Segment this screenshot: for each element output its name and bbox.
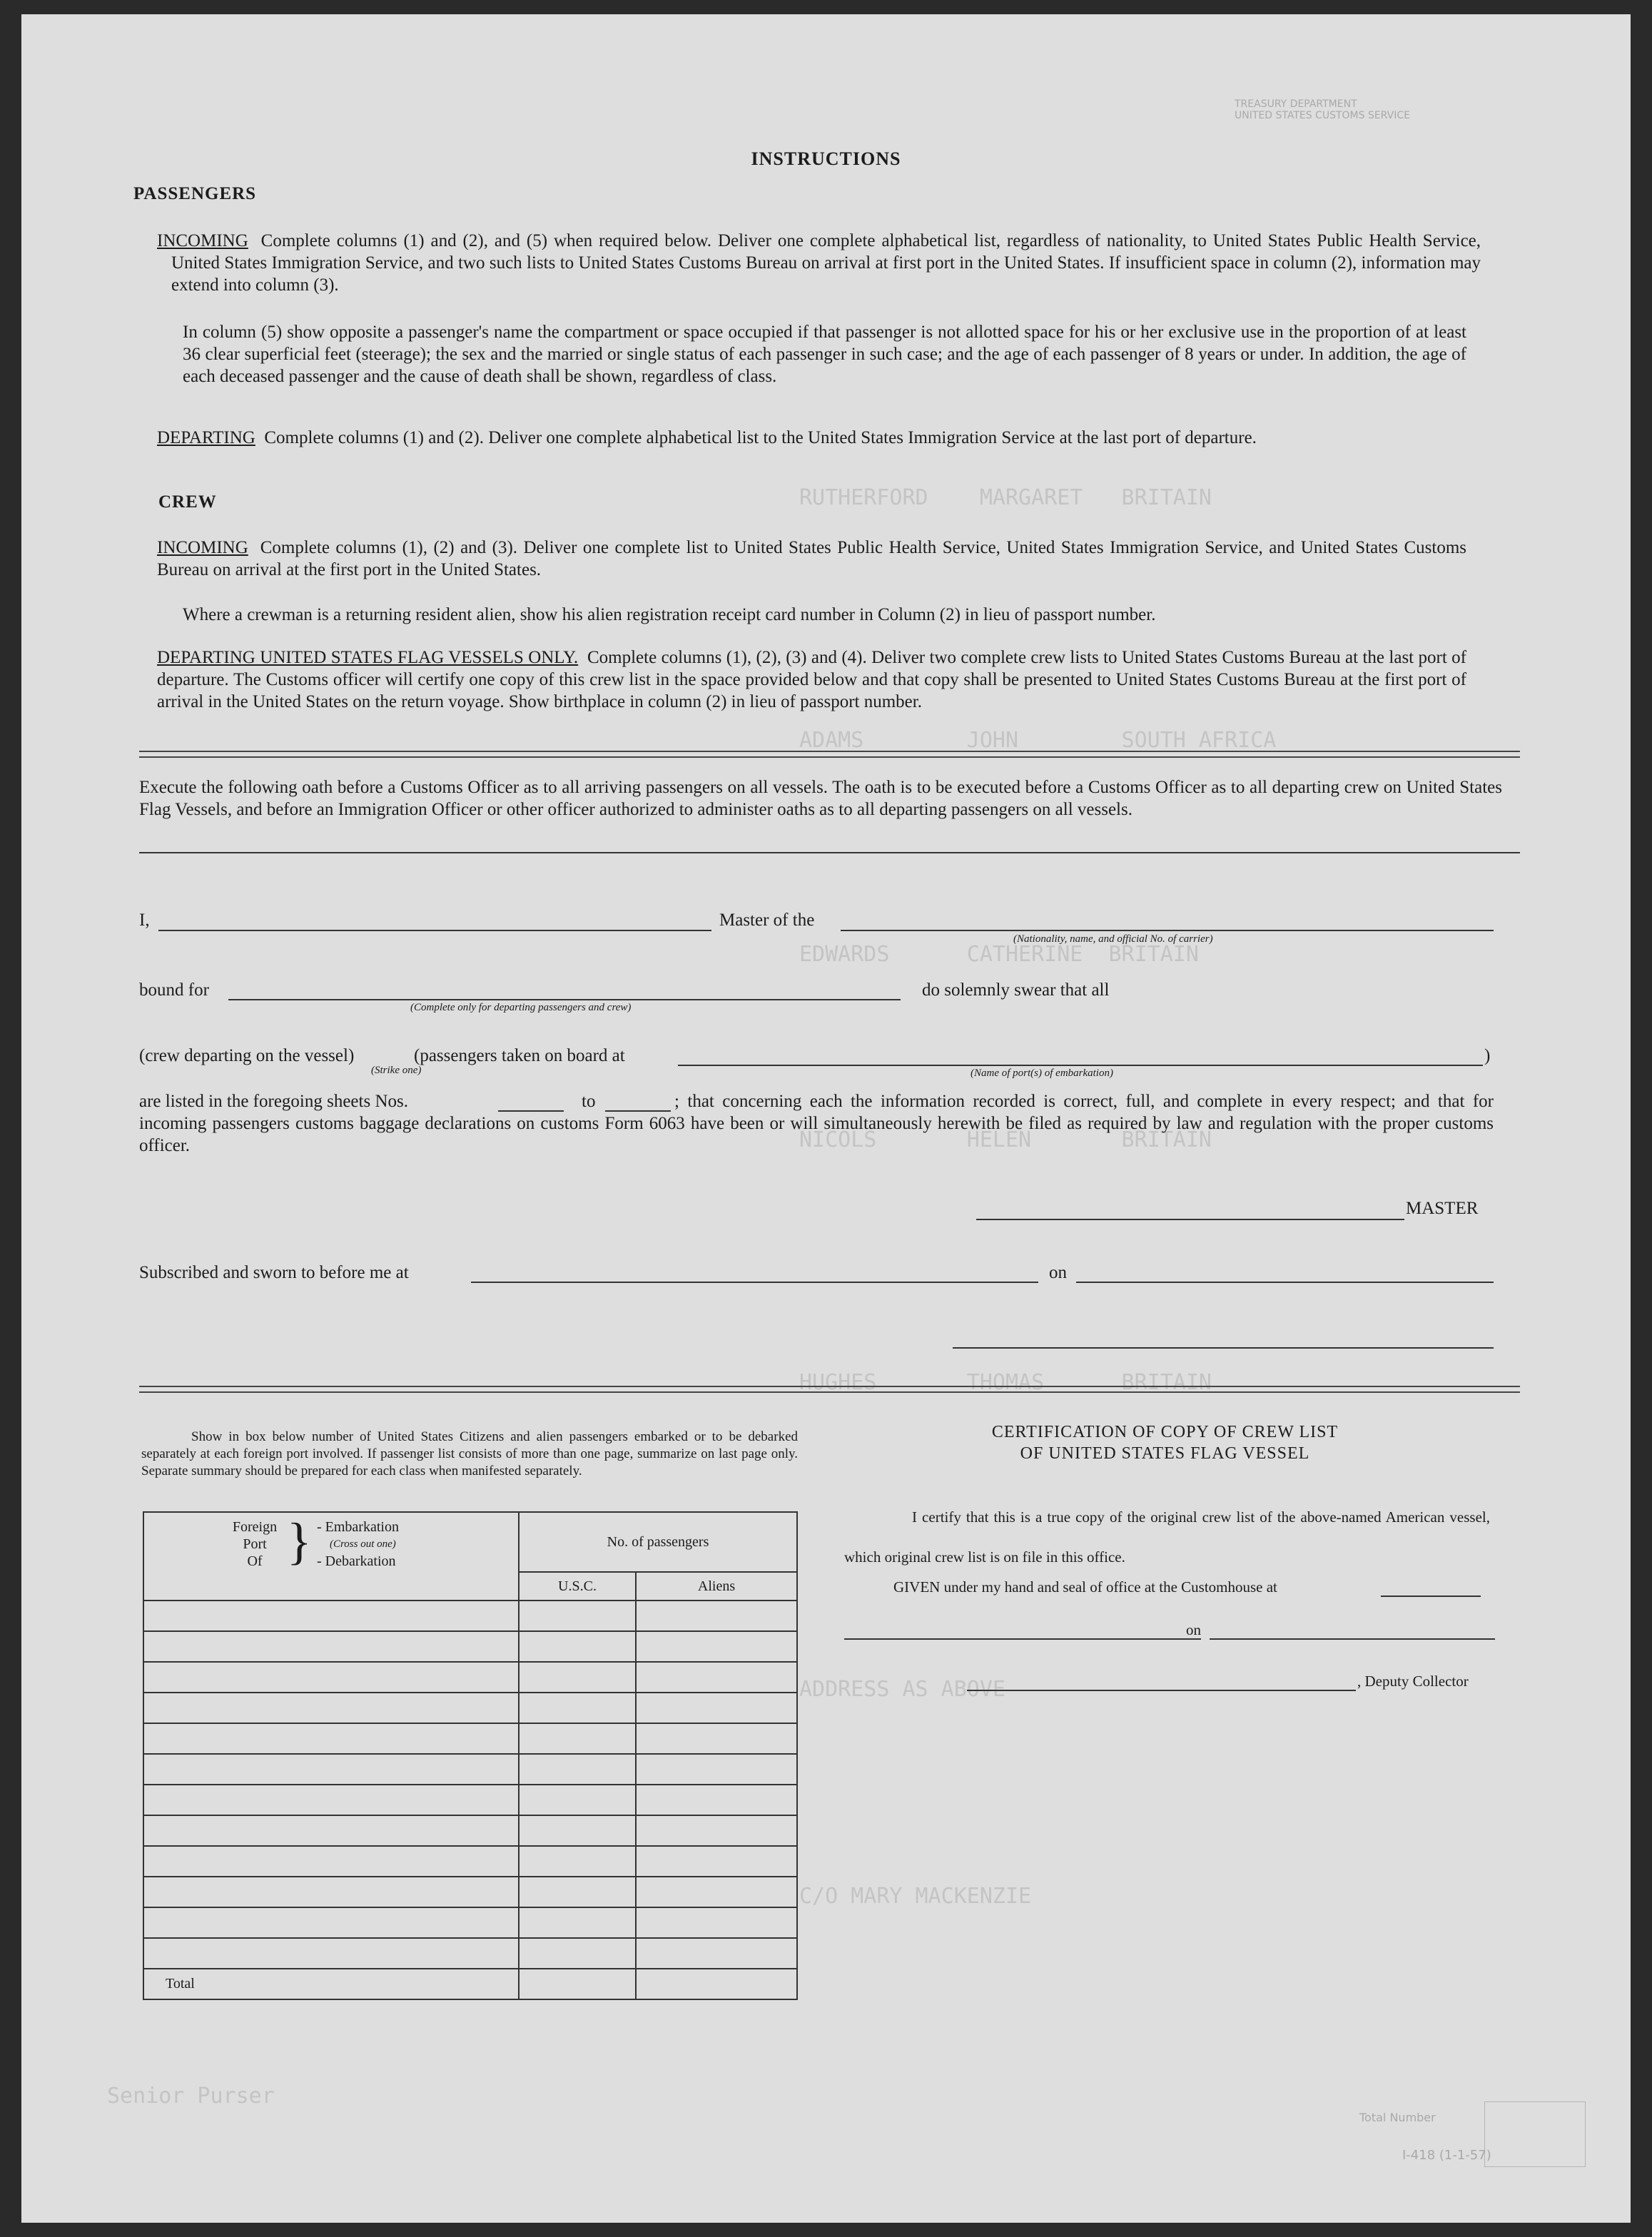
embarkation-label: - Embarkation [317, 1519, 399, 1535]
port-cell[interactable] [143, 1785, 519, 1815]
usc-cell[interactable] [519, 1754, 636, 1785]
port-cell[interactable] [143, 1907, 519, 1938]
aliens-cell[interactable] [636, 1877, 797, 1907]
oath-divider [139, 852, 1520, 853]
port-cell[interactable] [143, 1846, 519, 1877]
port-label: Port [243, 1536, 267, 1552]
aliens-cell[interactable] [636, 1723, 797, 1754]
crew-departing-label: DEPARTING UNITED STATES FLAG VESSELS ONLY. [157, 648, 579, 667]
certification-date-line[interactable] [1210, 1638, 1495, 1640]
port-cell[interactable] [143, 1662, 519, 1693]
column5-paragraph: In column (5) show opposite a passenger's name the compartment or space occupied if that passenger is not allotted space for his or her exclusive use in the proportion of at least 36 clear superficial feet (steerage); the sex and the married or single status of each passenger in such case; and the age of each passenger of 8 years or under. In addition, the age of each deceased passenger and the cause of death shall be shown, regardless of class. [183, 323, 1466, 386]
passengers-heading: PASSENGERS [133, 184, 257, 203]
show-through-text: ADDRESS AS ABOVE [799, 1677, 1005, 1702]
show-through-text: HUGHES THOMAS BRITAIN [799, 1370, 1212, 1395]
port-cell[interactable] [143, 1938, 519, 1969]
listed-sheets-label: are listed in the foregoing sheets Nos. [139, 1092, 408, 1111]
aliens-cell[interactable] [636, 1754, 797, 1785]
embarkation-line[interactable] [678, 1065, 1483, 1066]
table-row [143, 1907, 797, 1938]
no-of-passengers-header: No. of passengers [519, 1512, 797, 1572]
master-of-the-label: Master of the [719, 910, 815, 930]
usc-cell[interactable] [519, 1631, 636, 1662]
usc-cell[interactable] [519, 1723, 636, 1754]
passengers-departing-label: DEPARTING [157, 428, 255, 447]
bound-for-line[interactable] [228, 999, 901, 1000]
table-row [143, 1723, 797, 1754]
table-row [143, 1785, 797, 1815]
ports-hint: (Name of port(s) of embarkation) [971, 1067, 1113, 1079]
aliens-cell[interactable] [636, 1662, 797, 1693]
port-cell[interactable] [143, 1693, 519, 1723]
subscribed-label: Subscribed and sworn to before me at [139, 1263, 409, 1282]
deputy-collector-label: , Deputy Collector [1357, 1673, 1469, 1690]
debarkation-label: - Debarkation [317, 1553, 396, 1569]
brace-icon: } [287, 1513, 312, 1570]
port-cell[interactable] [143, 1754, 519, 1785]
usc-header: U.S.C. [519, 1572, 636, 1601]
listed-to-label: to [582, 1092, 596, 1111]
total-number-label: Total Number [1359, 2111, 1436, 2124]
aliens-cell[interactable] [636, 1693, 797, 1723]
crew-alien-paragraph: Where a crewman is a returning resident alien, show his alien registration receipt card number in Column (2) in lieu of passport number. [183, 605, 1156, 624]
usc-cell[interactable] [519, 1815, 636, 1846]
table-row [143, 1601, 797, 1631]
usc-cell[interactable] [519, 1601, 636, 1631]
section-divider [139, 1386, 1520, 1393]
passengers-departing-paragraph [157, 427, 1466, 449]
passengers-incoming-label: INCOMING [157, 231, 248, 250]
form-number: I-418 (1-1-57) [1402, 2148, 1491, 2163]
port-cell[interactable] [143, 1631, 519, 1662]
master-name-line[interactable] [158, 930, 711, 931]
usc-cell[interactable] [519, 1938, 636, 1969]
table-row [143, 1631, 797, 1662]
crew-departing-option: (crew departing on the vessel) [139, 1046, 355, 1065]
bound-for-hint: (Complete only for departing passengers and crew) [410, 1002, 632, 1013]
form-title: INSTRUCTIONS [751, 148, 901, 169]
sworn-place-line[interactable] [471, 1282, 1038, 1283]
oath-intro: Execute the following oath before a Customs Officer as to all arriving passengers on all vessels. The oath is to be executed before a Customs Officer as to all departing crew on United States Flag Vessels, and before an Immigration Officer or other officer authorized to administer oaths as to all departing passengers on all vessels. [139, 778, 1502, 819]
stamp-mark: TREASURY DEPARTMENT UNITED STATES CUSTOMS SERVICE [1235, 98, 1410, 121]
aliens-cell[interactable] [636, 1846, 797, 1877]
crew-incoming-paragraph [157, 537, 1466, 581]
deputy-signature-line[interactable] [967, 1690, 1356, 1691]
crew-incoming-label: INCOMING [157, 538, 248, 557]
certification-title-line-2: OF UNITED STATES FLAG VESSEL [1020, 1444, 1310, 1463]
table-row [143, 1815, 797, 1846]
total-label: Total [143, 1969, 519, 1999]
summary-intro: Show in box below number of United States Citizens and alien passengers embarked or to be debarked separately at each foreign port involved. If passenger list consists of more than one page, summarize on last page only. Separate summary should be prepared for each class when manifested separately. [141, 1429, 798, 1478]
crew-departing-paragraph [157, 646, 1466, 713]
foreign-port-header [143, 1512, 519, 1601]
passengers-taken-option: (passengers taken on board at [414, 1046, 625, 1065]
carrier-line[interactable] [841, 930, 1494, 931]
show-through-text: Senior Purser [107, 2084, 275, 2109]
oath-statement: ; that concerning each the information recorded is correct, full, and complete in every respect; and that for incoming passengers customs baggage declarations on customs Form 6063 have been or will simultaneously herewith be filed as required by law and regulation with the proper customs officer. [139, 1092, 1494, 1155]
show-through-text: EDWARDS CATHERINE BRITAIN [799, 942, 1199, 967]
strike-one-hint: (Strike one) [371, 1065, 422, 1076]
bound-for-label: bound for [139, 980, 209, 1000]
certification-place-line[interactable] [844, 1638, 1201, 1640]
form-page [21, 14, 1631, 2223]
usc-cell[interactable] [519, 1693, 636, 1723]
aliens-header: Aliens [636, 1572, 797, 1601]
certification-title-line-1: CERTIFICATION OF COPY OF CREW LIST [991, 1423, 1339, 1441]
table-row [143, 1938, 797, 1969]
close-paren: ) [1484, 1046, 1491, 1065]
table-row [143, 1754, 797, 1785]
port-cell[interactable] [143, 1877, 519, 1907]
total-aliens-cell[interactable] [636, 1969, 797, 1999]
passenger-summary-table [143, 1511, 798, 2000]
given-label: GIVEN under my hand and seal of office at the Customhouse at [893, 1578, 1277, 1596]
foreign-label: Foreign [232, 1519, 278, 1535]
crew-heading: CREW [158, 492, 217, 512]
port-cell[interactable] [143, 1815, 519, 1846]
passengers-incoming-text: Complete columns (1) and (2), and (5) when required below. Deliver one complete alphabetical list, regardless of nationality, to United States Public Health Service, United States Immigration Service, and two such lists to United States Customs Bureau on arrival at first port in the United States. If insufficient space in column (2), information may extend into column (3). [171, 231, 1481, 295]
port-cell[interactable] [143, 1723, 519, 1754]
passengers-incoming-paragraph [157, 230, 1481, 296]
aliens-cell[interactable] [636, 1815, 797, 1846]
sworn-on-label: on [1049, 1263, 1067, 1282]
aliens-cell[interactable] [636, 1907, 797, 1938]
aliens-cell[interactable] [636, 1938, 797, 1969]
certification-on-label: on [1186, 1621, 1201, 1638]
crew-incoming-text: Complete columns (1), (2) and (3). Deliver one complete list to United States Public Health Service, United States Immigration Service, and United States Customs Bureau on arrival at the first port in the United States. [157, 538, 1466, 579]
certification-statement: I certify that this is a true copy of the original crew list of the above-named American vessel, which original crew list is on file in this office. [844, 1508, 1490, 1566]
aliens-cell[interactable] [636, 1785, 797, 1815]
show-through-text: ADAMS JOHN SOUTH AFRICA [799, 728, 1277, 753]
usc-cell[interactable] [519, 1662, 636, 1693]
table-row [143, 1846, 797, 1877]
port-cell[interactable] [143, 1601, 519, 1631]
oath-i-label: I, [139, 910, 150, 930]
swear-text: do solemnly swear that all [922, 980, 1110, 1000]
section-divider [139, 751, 1520, 758]
total-number-box[interactable] [1484, 2101, 1586, 2167]
cross-out-hint: (Cross out one) [330, 1538, 396, 1550]
customhouse-line[interactable] [1381, 1596, 1481, 1597]
table-row [143, 1693, 797, 1723]
usc-cell[interactable] [519, 1877, 636, 1907]
carrier-hint: (Nationality, name, and official No. of carrier) [1013, 933, 1213, 945]
certification-title [835, 1421, 1495, 1464]
officer-signature-line[interactable] [953, 1347, 1494, 1349]
passengers-departing-text: Complete columns (1) and (2). Deliver one complete alphabetical list to the United States Immigration Service at the last port of departure. [264, 428, 1257, 447]
show-through-text: RUTHERFORD MARGARET BRITAIN [799, 485, 1212, 510]
aliens-cell[interactable] [636, 1631, 797, 1662]
master-signature-line[interactable] [976, 1219, 1404, 1220]
crew-departing-text: Complete columns (1), (2), (3) and (4). Deliver two complete crew lists to United States Customs Bureau at the last port of departure. The Customs officer will certify one copy of this crew list in the space provided below and that copy shall be presented to United States Customs Bureau at the first port of arrival in the United States on the return voyage. Show birthplace in column (2) in lieu of passport number. [157, 648, 1467, 711]
usc-cell[interactable] [519, 1785, 636, 1815]
show-through-text: C/O MARY MACKENZIE [799, 1884, 1032, 1909]
table-row [143, 1877, 797, 1907]
total-usc-cell[interactable] [519, 1969, 636, 1999]
master-label: MASTER [1406, 1199, 1479, 1218]
aliens-cell[interactable] [636, 1601, 797, 1631]
table-row [143, 1662, 797, 1693]
sworn-date-line[interactable] [1076, 1282, 1494, 1283]
usc-cell[interactable] [519, 1846, 636, 1877]
of-label: Of [247, 1553, 263, 1569]
show-through-text: NICOLS HELEN BRITAIN [799, 1127, 1212, 1152]
total-row [143, 1969, 797, 1999]
usc-cell[interactable] [519, 1907, 636, 1938]
